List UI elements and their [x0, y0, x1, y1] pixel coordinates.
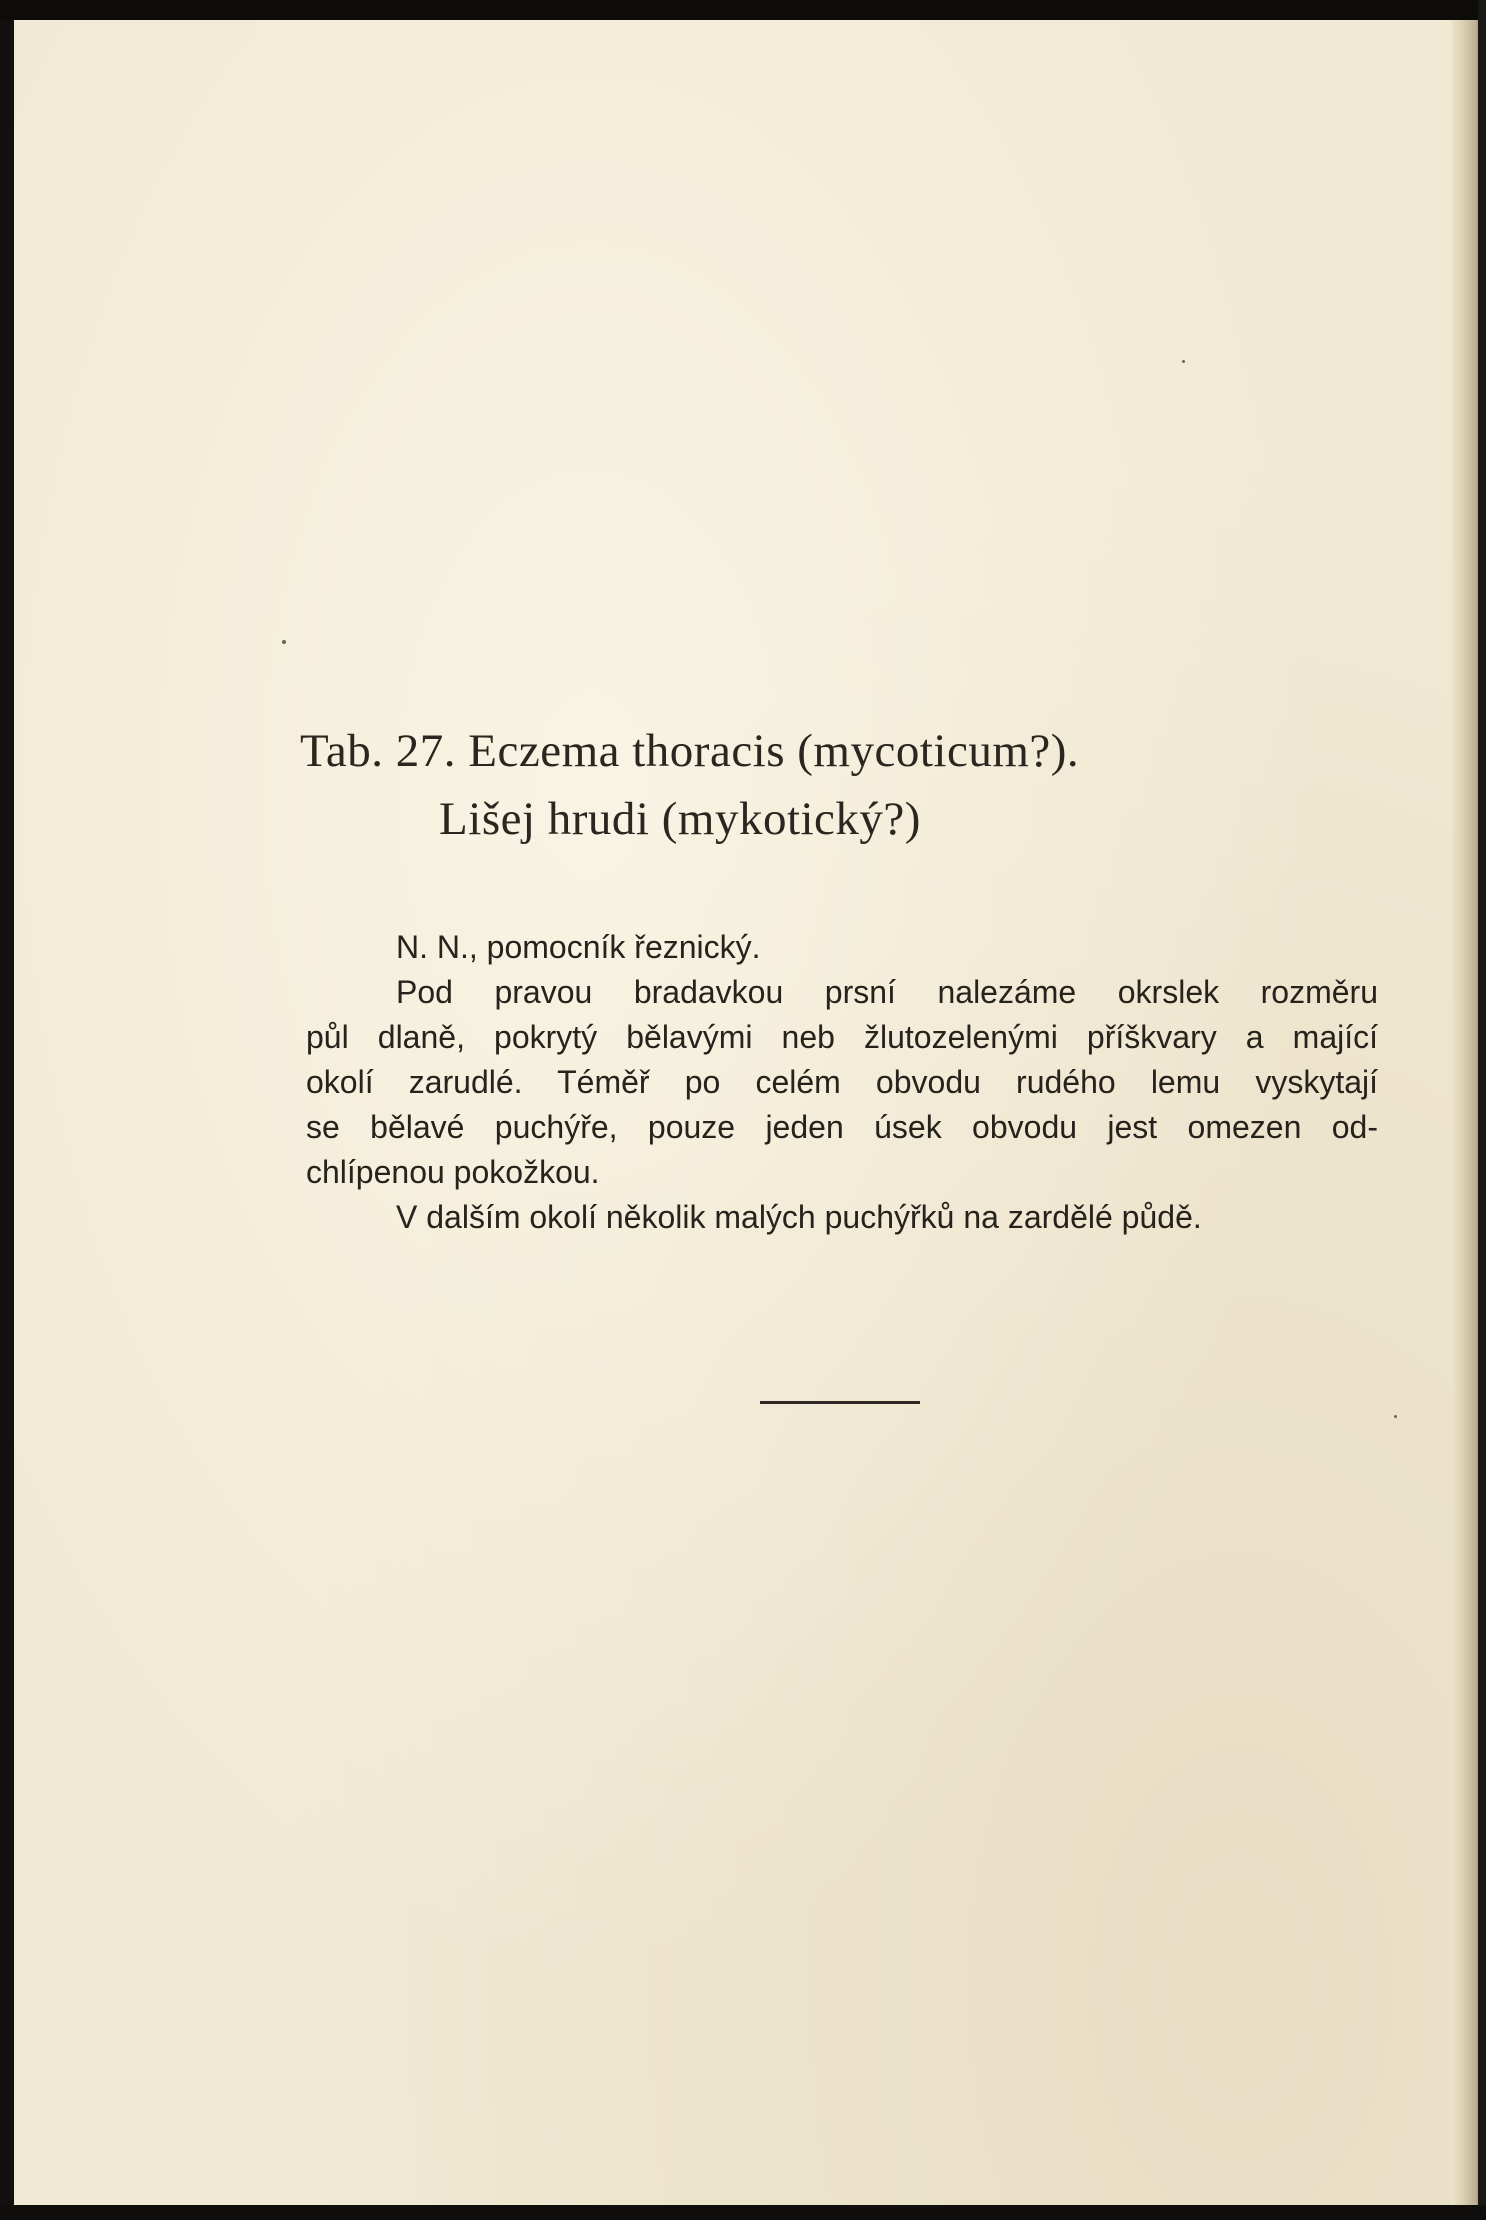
- section-divider-rule: [760, 1401, 920, 1404]
- description-line: půl dlaně, pokrytý bělavými neb žlutozelenými příškvary a mající: [306, 1019, 1378, 1055]
- description-line: Pod pravou bradavkou prsní nalezáme okrslek rozměru: [396, 974, 1378, 1010]
- description-line: okolí zarudlé. Téměř po celém obvodu rudého lemu vyskytají: [306, 1064, 1378, 1100]
- description-line: se bělavé puchýře, pouze jeden úsek obvodu jest omezen od-: [306, 1109, 1378, 1145]
- scan-right-edge: [1478, 0, 1486, 2220]
- description-line: chlípenou pokožkou.: [306, 1154, 600, 1190]
- paper-speck: [1182, 360, 1185, 363]
- patient-line: N. N., pomocník řeznický.: [396, 929, 761, 965]
- plate-title-latin: Tab. 27. Eczema thoracis (mycoticum?).: [300, 725, 1080, 777]
- scan-bottom-edge: [0, 2205, 1486, 2220]
- paper-speck: [282, 640, 286, 644]
- case-description: [306, 925, 1378, 1240]
- paper-speck: [1394, 1415, 1397, 1418]
- description-line: V dalším okolí několik malých puchýřků na zardělé půdě.: [396, 1199, 1202, 1235]
- scan-top-edge: [0, 0, 1486, 20]
- plate-title-czech: Lišej hrudi (mykotický?): [439, 793, 921, 845]
